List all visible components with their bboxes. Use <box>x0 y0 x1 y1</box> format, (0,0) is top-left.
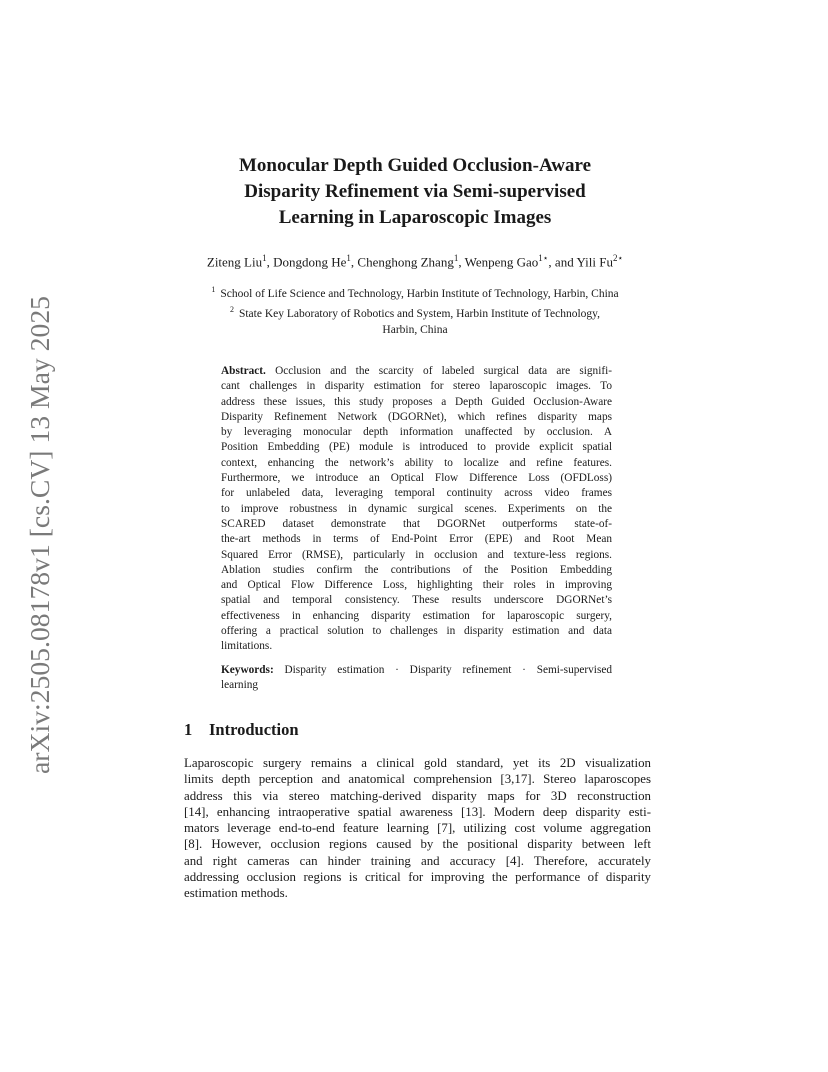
body-line: Laparoscopic surgery remains a clinical gold standard, yet its 2D visualization <box>184 756 651 770</box>
abstract-line: by leveraging monocular depth information unaffected by occlusion. A <box>221 426 612 439</box>
title-line: Monocular Depth Guided Occlusion-Aware <box>238 155 592 176</box>
abstract-line: Position Embedding (PE) module is introduced to provide explicit spatial <box>221 441 612 454</box>
arxiv-side-stamp <box>22 296 58 776</box>
body-line: addressing occlusion regions is critical for improving the performance of disparity <box>184 870 651 885</box>
affiliation-mark: 1 <box>211 285 216 294</box>
abstract-line: for unlabeled data, leveraging temporal continuity across video frames <box>221 487 612 500</box>
author-affil-mark: 1 <box>346 253 351 263</box>
abstract-line: and Optical Flow Difference Loss, highlighting their roles in improving <box>221 579 612 592</box>
author-name: Chenghong Zhang <box>357 254 454 270</box>
keywords-line: Keywords: Disparity estimation · Disparity refinement · Semi-supervised <box>221 664 612 676</box>
body-line: address this via stereo matching-derived disparity maps for 3D reconstruction <box>184 788 651 803</box>
affiliations <box>150 282 680 338</box>
author-name: Yili Fu <box>576 254 613 270</box>
abstract-line: SCARED dataset demonstrate that DGORNet outperforms state-of- <box>221 517 612 530</box>
affiliation-line <box>150 323 680 339</box>
affiliation-text: School of Life Science and Technology, Harbin Institute of Technology, Harbin, China <box>220 287 619 300</box>
affiliation-text: State Key Laboratory of Robotics and System, Harbin Institute of Technology, <box>238 308 601 321</box>
abstract-line: Disparity Refinement Network (DGORNet), which refines disparity maps <box>221 410 612 423</box>
body-line: estimation methods. <box>184 886 288 901</box>
abstract-line: Ablation studies confirm the contributions of the Position Embedding <box>221 563 612 576</box>
body-line: and right cameras can hinder training and accuracy [4]. Therefore, accurately <box>184 853 651 868</box>
author-separator: , <box>458 254 465 270</box>
abstract-line: context, enhancing the network’s ability to localize and refine features. <box>221 456 612 469</box>
abstract-line: effectiveness in enhancing disparity estimation for laparoscopic surgery, <box>221 609 612 622</box>
affiliation-line <box>150 282 680 302</box>
abstract-line: address these issues, this study proposes a Depth Guided Occlusion-Aware <box>221 395 612 408</box>
author-separator: , <box>266 254 274 270</box>
author-name: Wenpeng Gao <box>464 254 539 270</box>
affiliation-mark: 2 <box>229 305 234 315</box>
author-affil-mark: 1 <box>453 253 459 263</box>
abstract-line: limitations. <box>221 640 273 653</box>
author-affil-mark: 2⋆ <box>612 253 624 263</box>
abstract-line: to improve robustness in dynamic surgical scenes. Experiments on the <box>221 502 612 515</box>
abstract-line: Furthermore, we introduce an Optical Flow Difference Loss (OFDLoss) <box>221 472 612 485</box>
keywords <box>221 663 612 694</box>
author-list <box>120 253 710 270</box>
keywords-line: learning <box>221 679 259 692</box>
paper-title <box>150 153 680 231</box>
abstract-label: Abstract. <box>221 365 266 377</box>
introduction-paragraph <box>184 755 651 902</box>
abstract-line: Squared Error (RMSE), particularly in occlusion and texture-less regions. <box>221 548 612 561</box>
affiliation-line <box>150 302 680 322</box>
author-affil-mark: 1 <box>262 253 267 263</box>
author-affil-mark: 1⋆ <box>538 253 549 263</box>
abstract-line: offering a practical solution to challenges in disparity estimation and data <box>221 625 612 638</box>
arxiv-identifier: arXiv:2505.08178v1 [cs.CV] 13 May 2025 <box>25 307 55 774</box>
body-line: [14], enhancing intraoperative spatial awareness [13]. Modern deep disparity esti- <box>184 804 651 819</box>
author-separator: , <box>350 254 358 270</box>
title-line: Disparity Refinement via Semi-supervised <box>244 181 586 202</box>
abstract-line: spatial and temporal consistency. These results underscore DGORNet’s <box>221 594 612 607</box>
affiliation-text: Harbin, China <box>382 323 448 336</box>
author-name: Dongdong He <box>273 254 347 270</box>
section-heading <box>184 720 299 740</box>
body-line: mators leverage end-to-end feature learning [7], utilizing cost volume aggregation <box>184 821 651 836</box>
title-line: Learning in Laparoscopic Images <box>278 207 552 228</box>
section-number: 1 <box>184 720 193 739</box>
abstract-line: cant challenges in disparity estimation for stereo laparoscopic images. To <box>221 380 612 393</box>
abstract-line: Abstract. Occlusion and the scarcity of labeled surgical data are signifi- <box>221 365 612 377</box>
keywords-label: Keywords: <box>221 664 274 676</box>
author-name: Ziteng Liu <box>206 254 263 270</box>
author-separator: , and <box>548 254 577 270</box>
body-line: [8]. However, occlusion regions caused by the positional disparity between left <box>184 837 651 852</box>
abstract-line: the-art methods in terms of End-Point Error (EPE) and Root Mean <box>221 533 612 546</box>
abstract <box>221 364 612 655</box>
body-line: limits depth perception and anatomical comprehension [3,17]. Stereo laparoscopes <box>184 772 651 787</box>
section-title: Introduction <box>209 720 299 739</box>
